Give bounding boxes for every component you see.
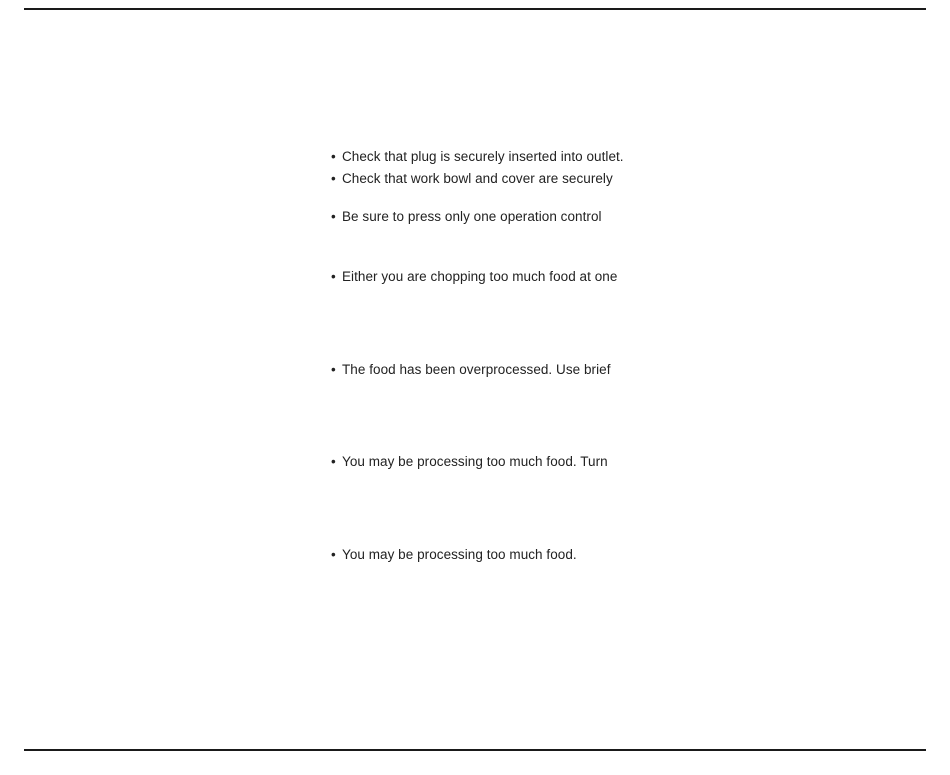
- list-item-text: Either you are chopping too much food at one: [342, 269, 618, 284]
- bullet-icon: •: [331, 454, 336, 469]
- list-item: [331, 171, 613, 187]
- list-item: [331, 149, 624, 165]
- list-item: [331, 209, 602, 225]
- list-item-text: Be sure to press only one operation control: [342, 209, 602, 224]
- top-divider: [24, 8, 926, 10]
- bullet-icon: •: [331, 149, 336, 164]
- list-item-text: The food has been overprocessed. Use brief: [342, 362, 611, 377]
- list-item: [331, 547, 577, 563]
- bullet-icon: •: [331, 362, 336, 377]
- bullet-icon: •: [331, 209, 336, 224]
- bullet-icon: •: [331, 171, 336, 186]
- list-item: [331, 269, 617, 285]
- list-item-text: Check that plug is securely inserted into outlet.: [342, 149, 624, 164]
- list-item-text: You may be processing too much food.: [342, 547, 577, 562]
- list-item: [331, 362, 611, 378]
- list-item-text: You may be processing too much food. Turn: [342, 454, 608, 469]
- bottom-divider: [24, 749, 926, 751]
- bullet-icon: •: [331, 269, 336, 284]
- list-item-text: Check that work bowl and cover are securely: [342, 171, 613, 186]
- list-item: [331, 454, 608, 470]
- bullet-icon: •: [331, 547, 336, 562]
